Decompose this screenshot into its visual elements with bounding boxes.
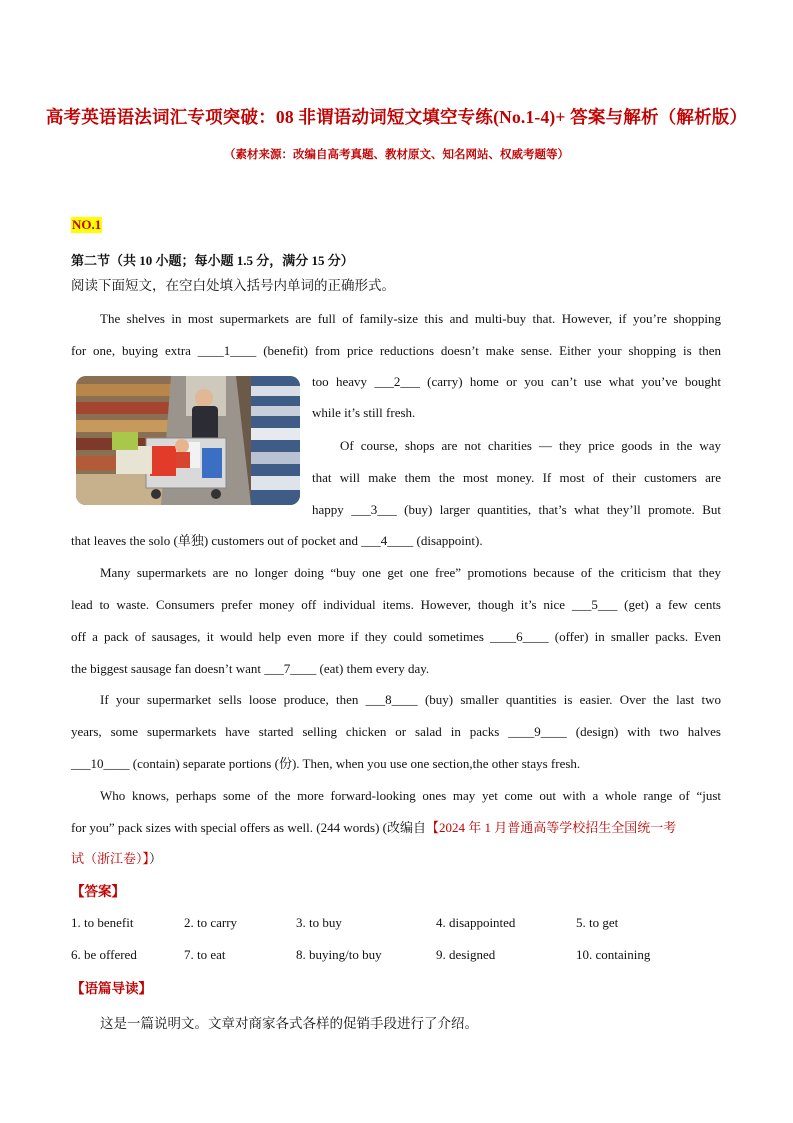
answer-item: 5. to get	[576, 915, 619, 930]
answer-item: 9. designed	[436, 947, 496, 962]
section-number-label: NO.1	[72, 217, 102, 232]
supermarket-shopping-photo	[76, 376, 300, 505]
passage-line-text: ）	[149, 851, 163, 866]
passage-line: ___10____ (contain) separate portions (份). Then, when you use one section,the other stays fresh.	[71, 756, 581, 771]
answer-item: 7. to eat	[184, 947, 226, 962]
passage-line: Many supermarkets are no longer doing “buy one get one free” promotions because of the criticism that they	[100, 565, 721, 580]
supermarket-photo-illustration	[76, 376, 300, 505]
reading-guide-heading: 【语篇导读】	[71, 981, 152, 996]
passage-line: Who knows, perhaps some of the more forward-looking ones may yet come out with a whole range of “just	[100, 788, 721, 803]
passage-line: years, some supermarkets have started selling chicken or salad in packs ____9____ (design) with two halves	[71, 724, 721, 739]
section-heading: 第二节（共 10 小题；每小题 1.5 分，满分 15 分）	[71, 253, 354, 268]
answer-item: 10. containing	[576, 947, 651, 962]
passage-line	[71, 851, 162, 867]
source-citation: 试（浙江卷）】	[71, 851, 150, 866]
passage-line	[71, 820, 676, 836]
passage-line: for one, buying extra ____1____ (benefit) from price reductions doesn’t make sense. Either your shopping is then	[71, 343, 721, 358]
passage-line: If your supermarket sells loose produce, then ___8____ (buy) smaller quantities is easier. Over the last two	[100, 692, 721, 707]
answer-item: 2. to carry	[184, 915, 238, 930]
passage-line: that will make them the most money. If most of their customers are	[312, 470, 721, 485]
passage-line	[100, 311, 721, 327]
passage-line: the biggest sausage fan doesn’t want ___7____ (eat) them every day.	[71, 661, 430, 676]
answer-item: 1. to benefit	[71, 915, 134, 930]
passage-line: happy ___3___ (buy) larger quantities, that’s what they’ll promote. But	[312, 502, 721, 517]
source-citation: 【2024 年 1 月普通高等学校招生全国统一考	[426, 820, 677, 835]
passage-line: lead to waste. Consumers prefer money off individual items. However, though it’s nice ___5___ (get) a few cents	[71, 597, 721, 612]
passage-line: Of course, shops are not charities — they price goods in the way	[340, 438, 721, 453]
passage-line: that leaves the solo (单独) customers out of pocket and ___4____ (disappoint).	[71, 533, 483, 548]
answer-item: 3. to buy	[296, 915, 342, 930]
page-title: 高考英语语法词汇专项突破：08 非谓语动词短文填空专练(No.1-4)+ 答案与解析（解析版）	[45, 107, 748, 127]
passage-line: off a pack of sausages, it would help even more if they could sometimes ____6____ (offer) in smaller packs. Even	[71, 629, 721, 644]
passage-line-text: The shelves in most supermarkets are full of family-size this and multi-buy that. However, if you’re shopping	[100, 311, 721, 326]
reading-guide-text: 这是一篇说明文。文章对商家各式各样的促销手段进行了介绍。	[100, 1016, 478, 1031]
page-subtitle: （素材来源：改编自高考真题、教材原文、知名网站、权威考题等）	[224, 149, 569, 161]
answer-item: 6. be offered	[71, 947, 137, 962]
answer-item: 8. buying/to buy	[296, 947, 382, 962]
instruction-text: 阅读下面短文，在空白处填入括号内单词的正确形式。	[71, 278, 395, 293]
passage-line	[312, 374, 721, 390]
answer-item: 4. disappointed	[436, 915, 516, 930]
passage-line-text: for you” pack sizes with special offers as well. (244 words) (改编自	[71, 820, 426, 835]
passage-line: while it’s still fresh.	[312, 405, 416, 420]
answers-heading: 【答案】	[71, 884, 125, 899]
passage-line-text: too heavy ___2___ (carry) home or you can’t use what you’ve bought	[312, 374, 721, 389]
